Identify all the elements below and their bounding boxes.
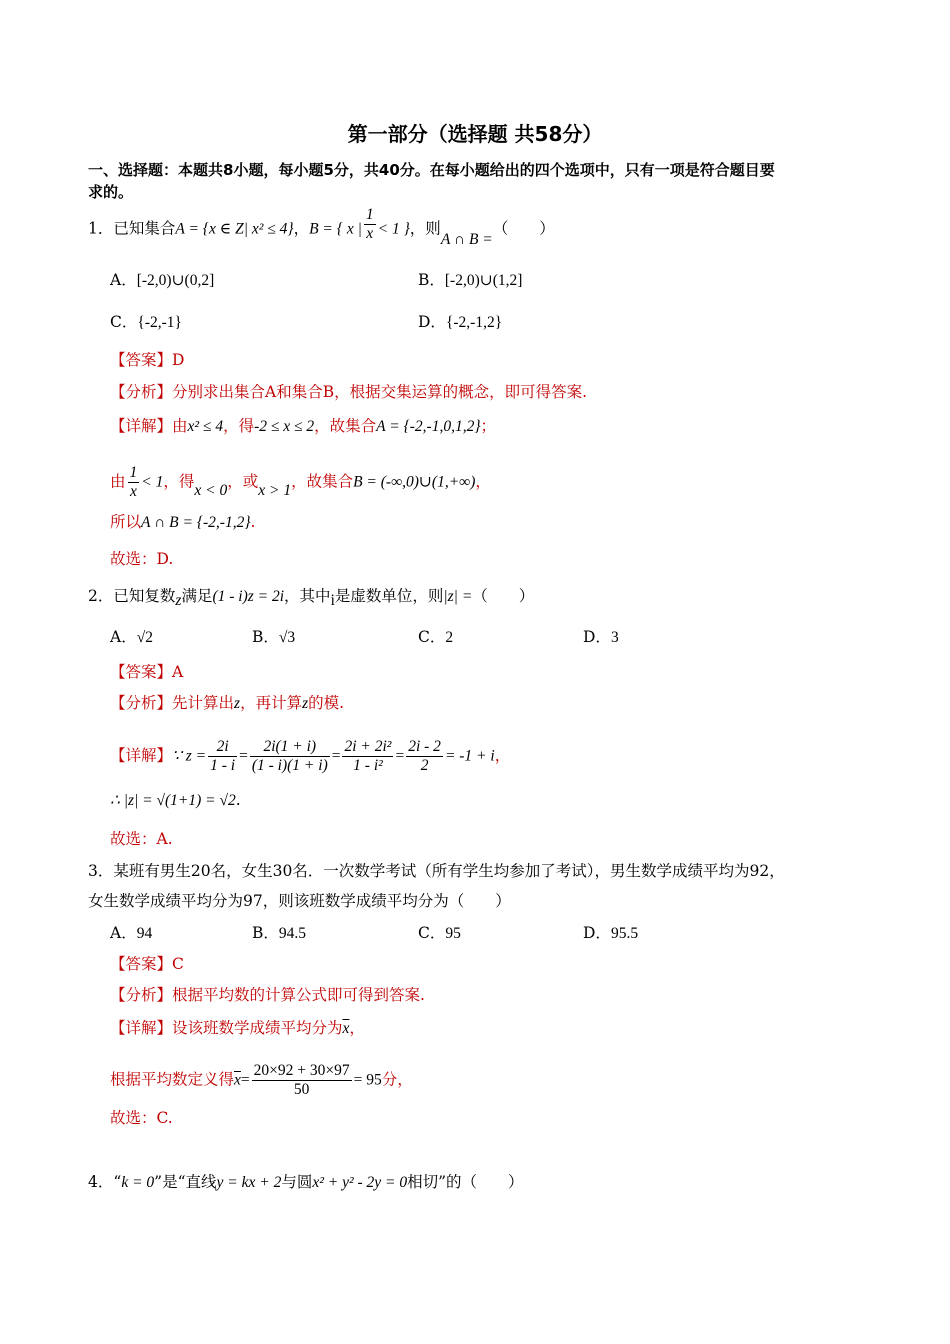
option-label: C． [110,313,138,331]
math-expr: B = (-∞,0)∪(1,+∞) [353,473,476,491]
option-label: B． [252,628,279,646]
fraction-denominator: 1 - i [210,757,236,774]
choose-line: 故选：C. [110,1109,173,1127]
math-expr: ∵ z = [172,747,207,765]
option-label: C． [418,628,446,646]
fraction-numerator: 2i + 2i² [344,738,392,755]
therefore-line [110,790,241,811]
option-b [418,270,522,291]
math-expr: < 1 [141,473,164,491]
math-expr: |z| = [443,588,473,605]
math-var: z [302,695,309,712]
option-value: 94.5 [278,925,307,942]
option-value: 2 [445,629,454,646]
detail-text: ，得 [223,417,255,435]
answer-tag: 【答案】 [110,955,173,973]
detail-text: . [250,513,256,531]
detail-text: ，得 [163,472,195,491]
math-set-a: A = {x ∈ Z| x² ≤ 4} [175,220,294,238]
detail-text: 由 [110,472,126,491]
math-expr: -2 ≤ x ≤ 2 [254,418,315,435]
question-number: 2． [88,587,114,605]
question-text: 相切”的（ ） [407,1173,524,1191]
detail-tag: 【详解】 [110,417,173,435]
option-label: A． [110,271,137,289]
analysis-text: 分别求出集合A和集合B，根据交集运算的概念，即可得答案. [172,383,588,401]
option-label: D． [418,313,446,331]
answer-line [110,350,184,370]
option-b [252,627,295,648]
math-equals: = [239,747,248,765]
math-fraction [342,738,393,775]
page-title: 第一部分（选择题 共58分） [347,122,603,146]
math-var: z [175,592,182,609]
option-label: D． [583,628,611,646]
question-text: ”是“直线 [154,1173,217,1191]
section-heading-line1: 一、选择题：本题共8小题，每小题5分，共40分。在每小题给出的四个选项中，只有一项是符合题目要 [88,161,775,179]
analysis-line [110,985,425,1005]
math-expr: A = {-2,-1,0,1,2} [376,418,481,435]
question-text: “ [113,1173,122,1191]
analysis-line [110,382,587,402]
math-expr: y = kx + 2 [216,1174,282,1191]
question-text: 与圆 [281,1173,313,1191]
math-expr: = -1 + i [444,747,495,765]
math-fraction [250,738,330,775]
option-value: {-2,-1} [137,314,182,331]
detail-text: ， [494,746,511,765]
question-number: 1． [88,219,114,238]
option-label: A． [110,924,137,942]
answer-paren: （ ） [472,587,535,605]
answer-value: D [172,351,185,369]
fraction-denominator: x [129,483,137,500]
detail-tag: 【详解】 [110,1019,173,1037]
fraction-denominator: 50 [293,1081,310,1098]
question-text: ，其中 [284,587,331,605]
math-set-b-suffix: < 1 } [377,220,410,238]
math-expr: x² + y² - 2y = 0 [312,1174,408,1191]
detail-line-2 [110,464,491,501]
analysis-text: 先计算出 [172,694,235,712]
fraction-denominator: (1 - i)(1 + i) [251,757,328,774]
question-3-line2: 女生数学成绩平均分为97，则该班数学成绩平均分为（ ） [88,892,511,910]
option-label: B． [252,924,279,942]
math-expr: A ∩ B = {-2,-1,2} [141,514,251,531]
punct: . [235,791,241,809]
detail-line-2 [110,1062,413,1099]
math-expr: x > 1 [258,481,292,499]
math-var: $\overline{x}$ [342,1020,350,1037]
option-value: √2 [136,629,153,646]
fraction-numerator: 2i(1 + i) [250,738,330,757]
math-set-b-prefix: B = { x | [309,220,362,238]
analysis-tag: 【分析】 [110,986,173,1004]
math-expr: ∴ |z| = √(1+1) = √2 [110,792,236,809]
option-d [583,923,638,944]
option-value: √3 [278,629,296,646]
math-fraction [406,738,443,775]
detail-text: ， [349,1019,365,1037]
answer-line [110,662,183,682]
question-number: 4． [88,1173,114,1191]
fraction-denominator: 2 [420,757,429,774]
fraction-numerator: 2i - 2 [408,738,441,755]
fraction-denominator: 1 - i² [353,757,383,774]
option-value: {-2,-1,2} [445,314,503,331]
choose-line: 故选：D. [110,550,174,568]
question-4 [88,1172,524,1193]
question-1 [88,206,555,248]
detail-text: 设该班数学成绩平均分为 [172,1019,343,1037]
option-d [583,627,619,648]
fraction-numerator: 2i [208,738,237,757]
analysis-text: ，再计算 [240,694,303,712]
answer-tag: 【答案】 [110,663,173,681]
detail-line-1 [110,1018,365,1039]
fraction-numerator: 20×92 + 30×97 [253,1062,350,1079]
detail-text: ，故集合 [314,417,377,435]
question-text-then: ，则 [409,219,441,238]
detail-text: 由 [172,417,188,435]
math-var: z [234,695,241,712]
option-value: [-2,0)∪(0,2] [136,272,215,289]
punct: ， [293,219,310,238]
option-value: [-2,0)∪(1,2] [444,272,523,289]
math-intersection: A ∩ B = [440,230,493,248]
option-label: C． [418,924,446,942]
detail-text: 根据平均数定义得 [110,1070,235,1089]
option-a [110,627,153,648]
question-text: 是虚数单位，则 [334,587,444,605]
fraction-numerator: 1 [129,464,138,481]
analysis-tag: 【分析】 [110,694,173,712]
fraction-numerator: 1 [365,206,374,223]
math-expr: x < 0 [194,481,228,499]
math-equals: = [331,747,341,765]
question-3-line1: 3．某班有男生20名，女生30名．一次数学考试（所有学生均参加了考试），男生数学成绩平均为92， [88,862,785,880]
choose-line: 故选：A. [110,830,173,848]
analysis-line [110,693,344,714]
question-2 [88,586,534,607]
question-text: 满足 [181,587,213,605]
answer-value: C [172,955,184,973]
math-expr: = 95 [353,1071,382,1089]
section-heading-line2: 求的。 [88,183,134,201]
question-text: 已知复数 [113,587,176,605]
option-label: D． [583,924,611,942]
option-c [418,627,453,648]
math-var: $\overline{x}$ [234,1071,241,1089]
option-value: 3 [610,629,619,646]
math-fraction [208,738,237,775]
detail-line-1 [110,416,496,437]
answer-value: A [172,663,184,681]
analysis-text: 根据平均数的计算公式即可得到答案. [172,986,425,1004]
math-expr: k = 0 [121,1174,155,1191]
option-label: A． [110,628,137,646]
detail-text: ， [475,472,491,491]
detail-text: 分， [381,1070,413,1089]
option-c [418,923,461,944]
question-text: 已知集合 [113,219,176,238]
option-value: 94 [136,925,153,942]
analysis-text: 的模. [308,694,345,712]
option-a [110,270,214,291]
detail-line-1 [110,738,510,775]
analysis-tag: 【分析】 [110,383,173,401]
math-var: i [330,592,335,609]
detail-text: ，或 [227,472,259,491]
option-value: 95 [445,925,461,942]
option-c [110,312,182,333]
detail-text: ，故集合 [291,472,354,491]
math-fraction [252,1062,352,1099]
option-value: 95.5 [610,925,639,942]
detail-tag: 【详解】 [110,746,173,765]
math-fraction [128,464,140,501]
option-label: B． [418,271,445,289]
detail-text: ； [480,417,497,435]
answer-tag: 【答案】 [110,351,173,369]
answer-line [110,954,184,974]
option-a [110,923,152,944]
option-b [252,923,306,944]
math-expr: (1 - i)z = 2i [212,588,285,605]
math-equals: = [240,1071,250,1089]
math-equals: = [395,747,405,765]
answer-paren: （ ） [492,219,555,238]
detail-line-3 [110,512,255,533]
detail-text: 所以 [110,513,142,531]
math-expr: x² ≤ 4 [187,418,224,435]
fraction-denominator: x [366,225,374,242]
math-fraction [364,206,376,243]
option-d [418,312,502,333]
